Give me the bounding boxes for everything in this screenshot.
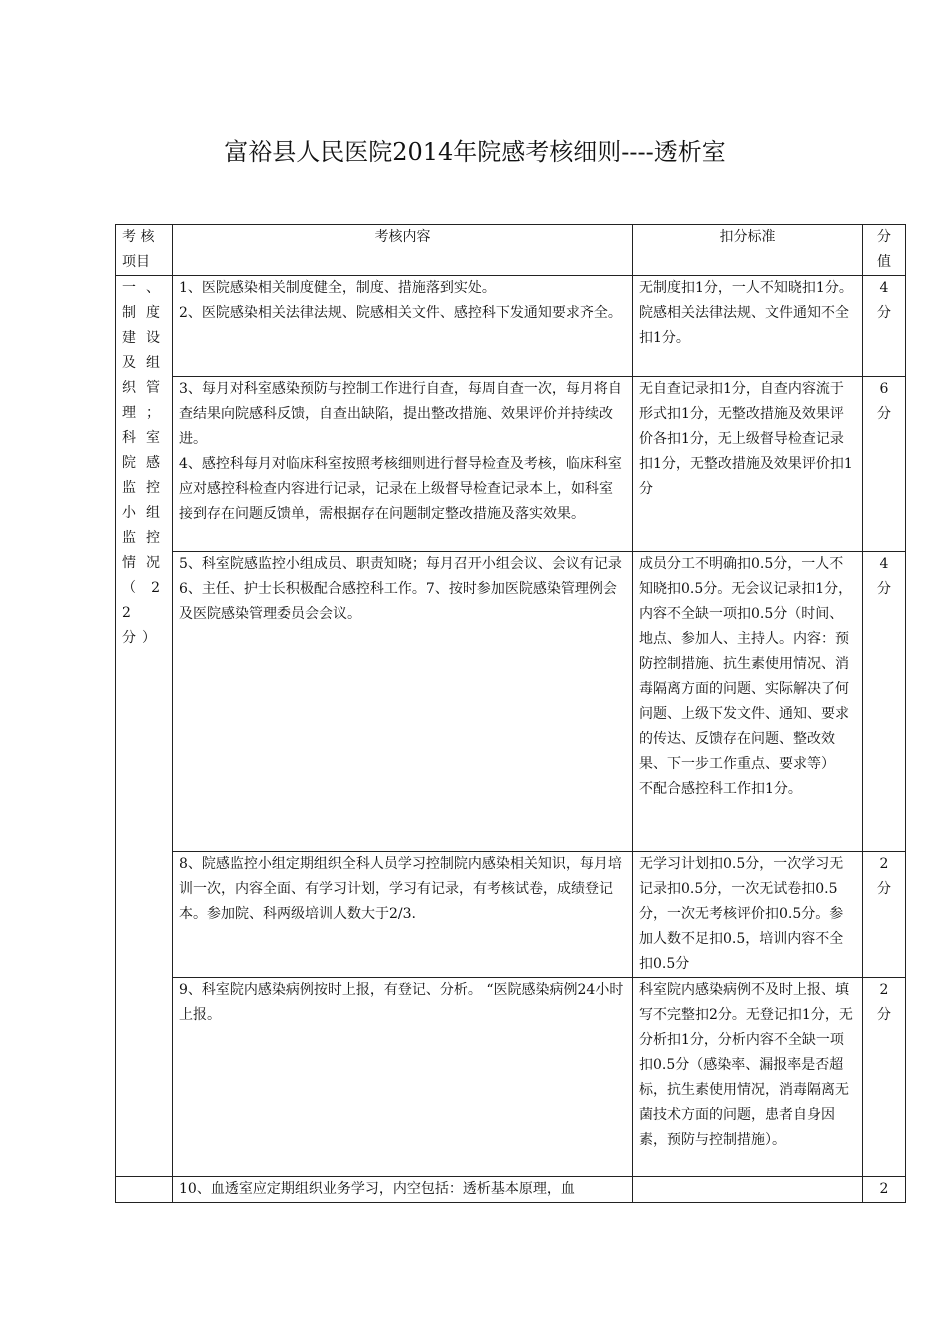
- table-row: [116, 552, 906, 852]
- content-cell: 5、科室院感监控小组成员、职责知晓；每月召开小组会议、会议有记录 6、主任、护士长积极配合感控科工作。7、按时参加医院感染管理例会及医院感染管理委员会会议。: [173, 552, 633, 852]
- score-cell: 2: [863, 1177, 906, 1203]
- score-cell: 4 分: [863, 552, 906, 852]
- table-header-row: [116, 225, 906, 276]
- table-row: [116, 276, 906, 377]
- deduction-cell: 无自查记录扣1分，自查内容流于形式扣1分，无整改措施及效果评价各扣1分，无上级督导检查记录扣1分，无整改措施及效果评价扣1分: [633, 377, 863, 552]
- table-row: [116, 1177, 906, 1203]
- table-row: [116, 852, 906, 978]
- table-row: [116, 377, 906, 552]
- header-deduction: 扣分标准: [633, 225, 863, 276]
- header-item: 考 核 项目: [116, 225, 173, 276]
- category-cell-empty: [116, 1177, 173, 1203]
- score-cell: 2 分: [863, 978, 906, 1177]
- deduction-cell: 无学习计划扣0.5分，一次学习无记录扣0.5分，一次无试卷扣0.5分，一次无考核评价扣0.5分。参加人数不足扣0.5，培训内容不全扣0.5分: [633, 852, 863, 978]
- table-row: [116, 978, 906, 1177]
- content-cell: 10、血透室应定期组织业务学习，内空包括：透析基本原理，血: [173, 1177, 633, 1203]
- page-title: 富裕县人民医院2014年院感考核细则----透析室: [224, 138, 726, 166]
- deduction-cell: 科室院内感染病例不及时上报、填写不完整扣2分。无登记扣1分，无分析扣1分，分析内容不全缺一项扣0.5分（感染率、漏报率是否超标，抗生素使用情况，消毒隔离无菌技术方面的问题，患者自身因素，预防与控制措施）。: [633, 978, 863, 1177]
- header-score: 分 值: [863, 225, 906, 276]
- deduction-cell: 无制度扣1分，一人不知晓扣1分。院感相关法律法规、文件通知不全扣1分。: [633, 276, 863, 377]
- deduction-cell: 成员分工不明确扣0.5分，一人不知晓扣0.5分。无会议记录扣1分，内容不全缺一项扣0.5分（时间、地点、参加人、主持人。内容：预防控制措施、抗生素使用情况、消毒隔离方面的问题、实际解决了何问题、上级下发文件、通知、要求的传达、反馈存在问题、整改效果、下一步工作重点、要求等） 不配合感控科工作扣1分。: [633, 552, 863, 852]
- score-cell: 4 分: [863, 276, 906, 377]
- deduction-cell: [633, 1177, 863, 1203]
- score-cell: 2 分: [863, 852, 906, 978]
- content-cell: 8、院感监控小组定期组织全科人员学习控制院内感染相关知识，每月培训一次，内容全面、有学习计划，学习有记录，有考核试卷，成绩登记本。参加院、科两级培训人数大于2/3.: [173, 852, 633, 978]
- score-cell: 6 分: [863, 377, 906, 552]
- content-cell: 9、科室院内感染病例按时上报，有登记、分析。 “医院感染病例24小时上报。: [173, 978, 633, 1177]
- content-cell: 3、每月对科室感染预防与控制工作进行自查，每周自查一次，每月将自查结果向院感科反馈，自查出缺陷，提出整改措施、效果评价并持续改进。 4、感控科每月对临床科室按照考核细则进行督导检查及考核，临床科室应对感控科检查内容进行记录，记录在上级督导检查记录本上，如科室接到存在问题反馈单，需根据存在问题制定整改措施及落实效果。: [173, 377, 633, 552]
- content-cell: 1、医院感染相关制度健全，制度、措施落到实处。 2、医院感染相关法律法规、院感相关文件、感控科下发通知要求齐全。: [173, 276, 633, 377]
- assessment-table: [115, 224, 906, 1203]
- header-content: 考核内容: [173, 225, 633, 276]
- category-cell: 一、制度建设及组织管理；科室院感监控小组监控情况（22分）: [116, 276, 173, 1177]
